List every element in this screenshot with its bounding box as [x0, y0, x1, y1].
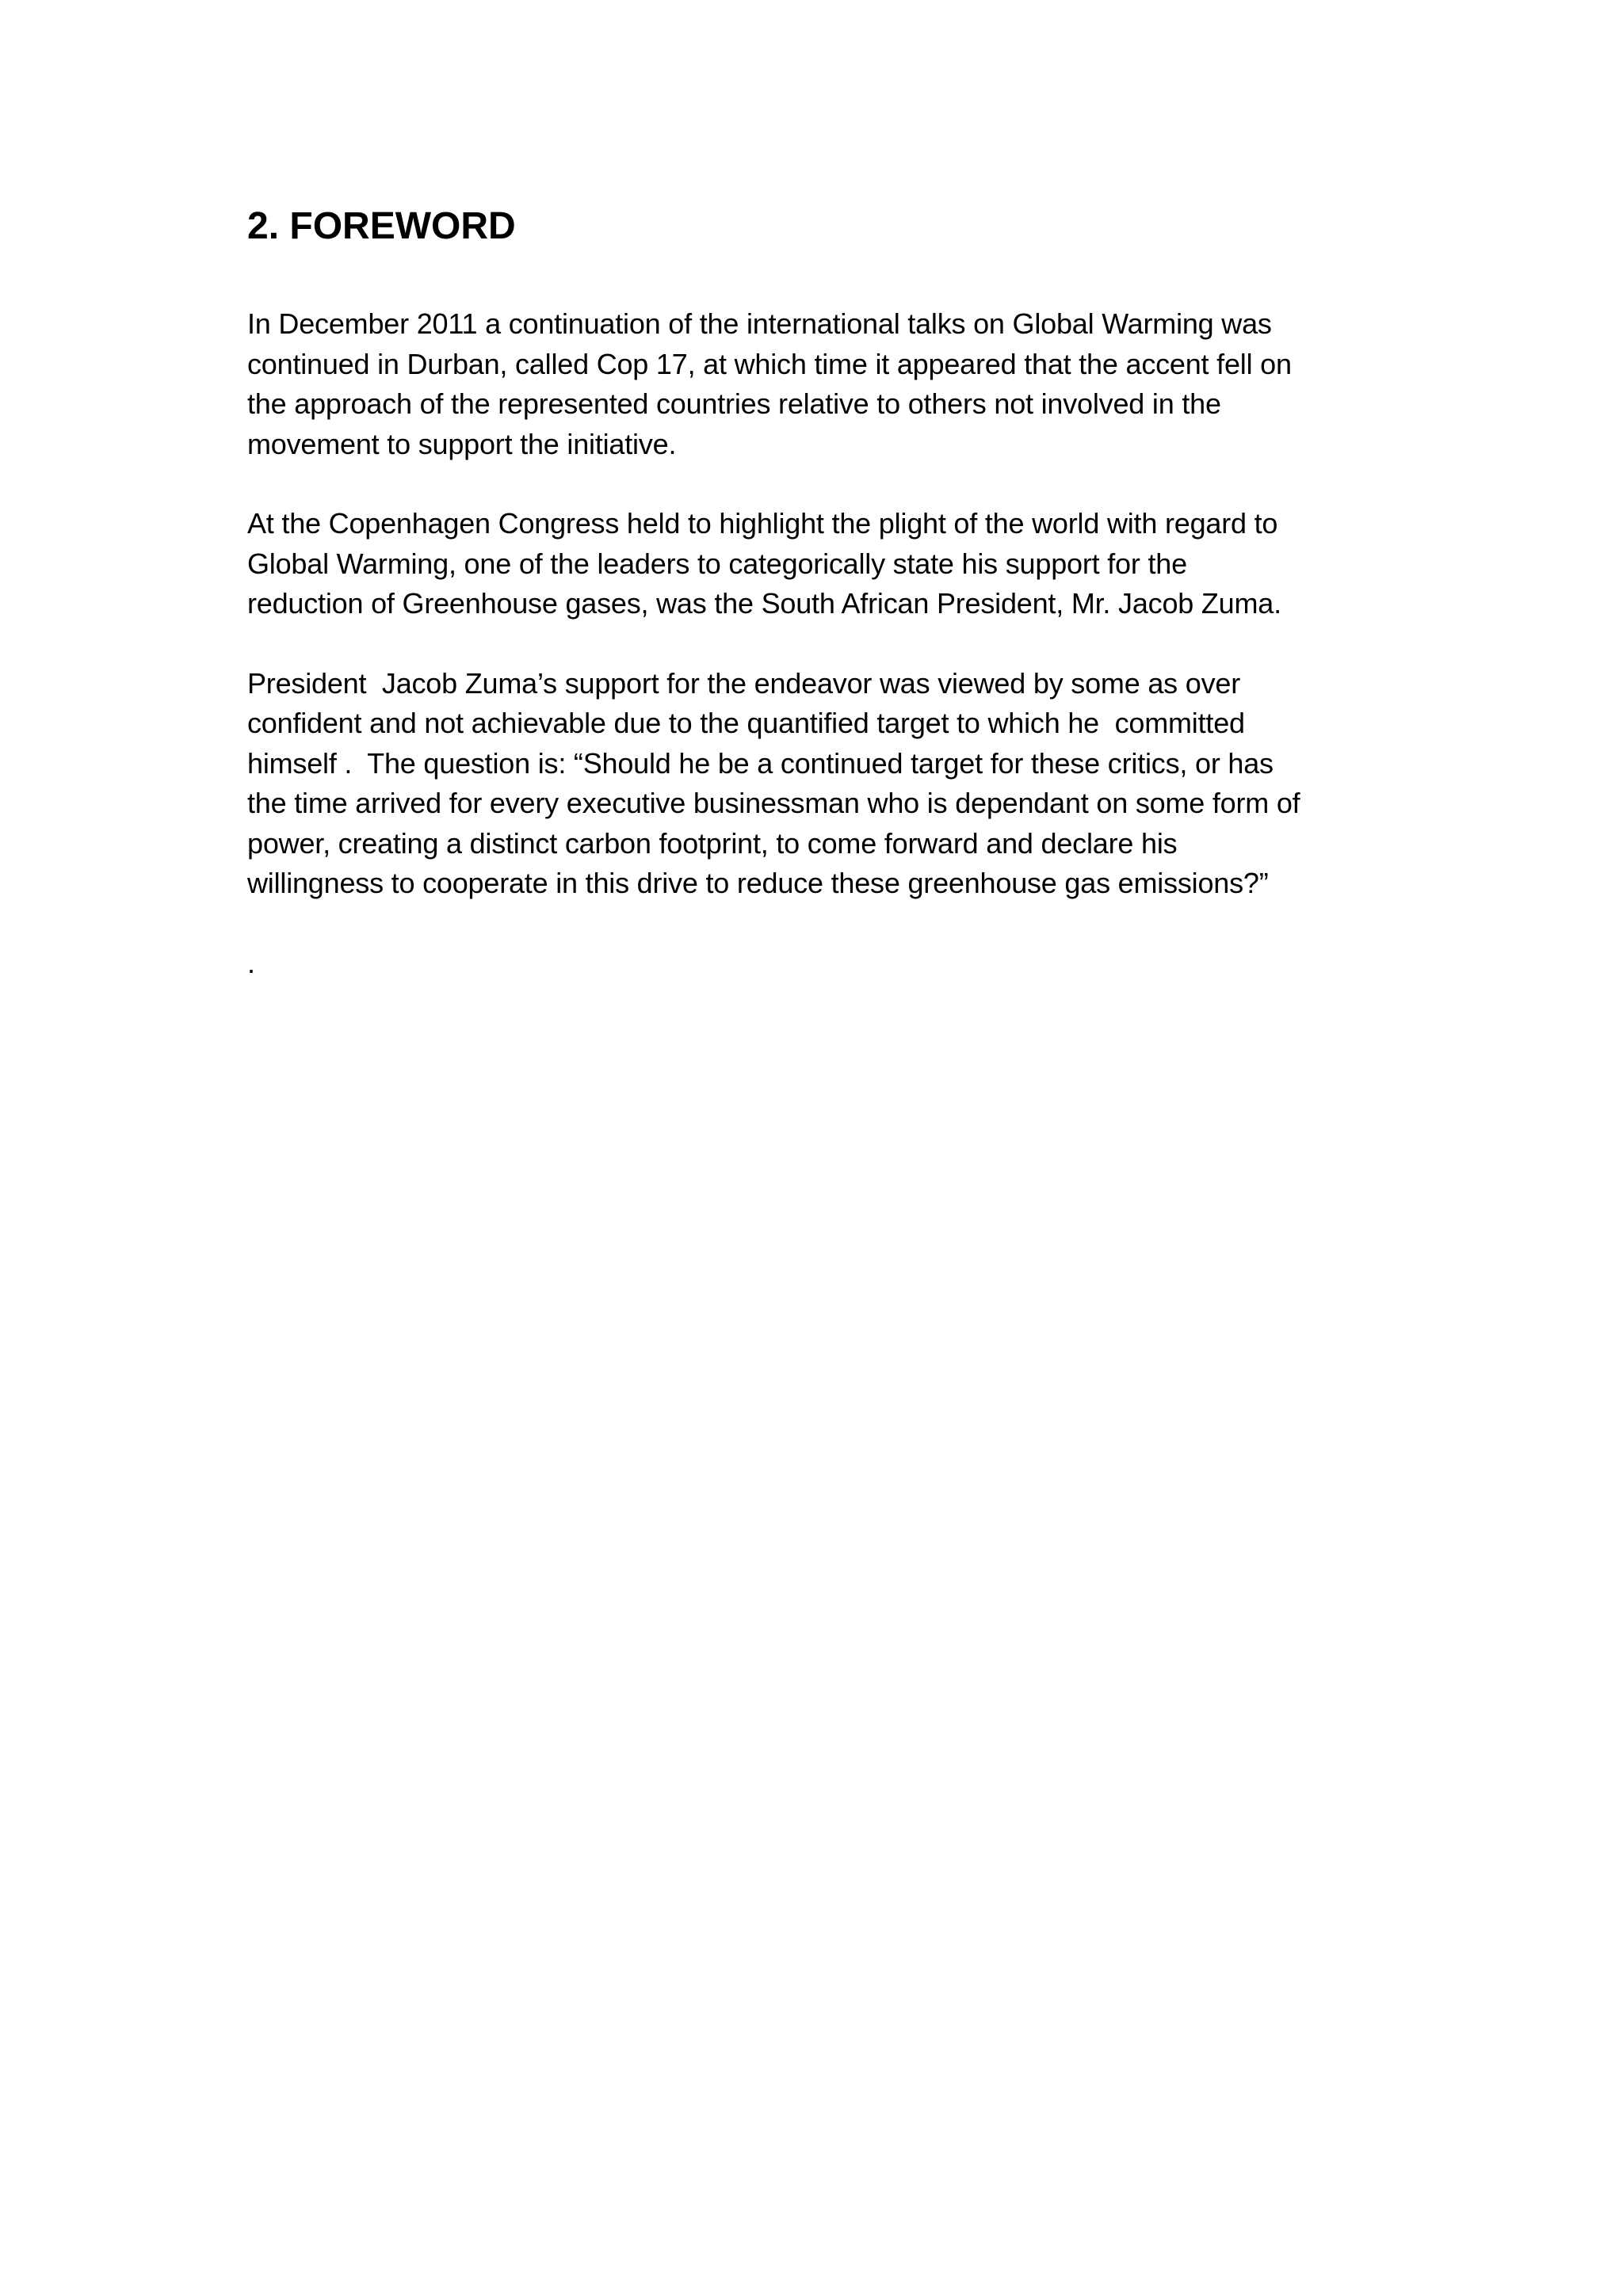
text-line: At the Copenhagen Congress held to highlight the plight of the world with regard to — [247, 507, 1278, 540]
paragraph-zuma-support — [247, 664, 1388, 904]
text-line: the approach of the represented countries relative to others not involved in the — [247, 387, 1221, 420]
text-line: Global Warming, one of the leaders to categorically state his support for the — [247, 547, 1187, 580]
text-line: movement to support the initiative. — [247, 427, 677, 460]
text-line: power, creating a distinct carbon footprint, to come forward and declare his — [247, 826, 1178, 860]
document-body — [247, 198, 1388, 983]
text-line: willingness to cooperate in this drive to reduce these greenhouse gas emissions?” — [247, 867, 1269, 899]
text-line: President Jacob Zuma’s support for the endeavor was viewed by some as over — [247, 666, 1240, 700]
paragraph-cop17 — [247, 304, 1388, 464]
text-line: In December 2011 a continuation of the international talks on Global Warming was — [247, 307, 1272, 340]
paragraph-copenhagen — [247, 504, 1388, 624]
text-line: reduction of Greenhouse gases, was the South African President, Mr. Jacob Zuma. — [247, 587, 1281, 620]
text-line: continued in Durban, called Cop 17, at which time it appeared that the accent fell on — [247, 347, 1292, 380]
text-line: the time arrived for every executive businessman who is dependant on some form of — [247, 787, 1300, 819]
text-line: himself . The question is: “Should he be a continued target for these critics, or has — [247, 746, 1274, 780]
text-line: confident and not achievable due to the quantified target to which he committed — [247, 707, 1245, 739]
section-heading: 2. FOREWORD — [247, 205, 516, 247]
trailing-period: . — [247, 946, 256, 979]
